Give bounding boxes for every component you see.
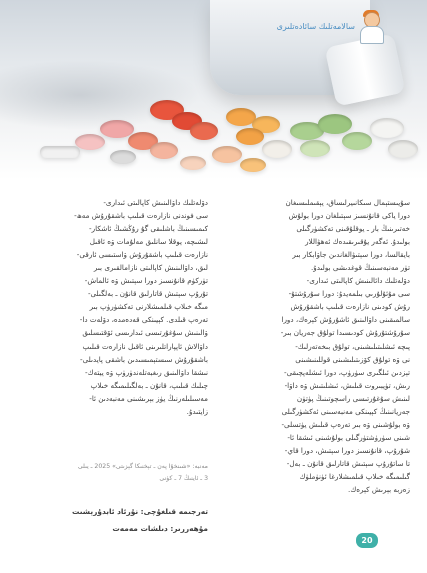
text-line: ۋالىنىش سۇغۇرتىسى ئىدارىسى ئۆقتىسلىق <box>82 328 208 338</box>
text-line: سۇرۇشتۇرۇش كودىسىدا تولۇق جەريان بىر- <box>280 328 410 338</box>
text-line: دۆلەتلىك داۋالىنىش كاپالىتى ئىدارى- <box>103 198 208 207</box>
text-line: تا ساتۇرۇپ سېتىش قاتارلىق قانۇن ـ بەل- <box>286 458 410 468</box>
pill-grey <box>110 150 136 164</box>
text-line: سى مۇئۇلۇرىي بىلمەيدۇ: دورا سۇرۇشتۇ- <box>288 289 410 299</box>
pill-orange <box>236 128 264 145</box>
text-line: خەتىرىنىڭ بار ـ يوقلۇقىنى تەكشۈرگىلى <box>296 224 410 234</box>
doctor-icon <box>360 12 382 42</box>
article-column-left <box>16 196 208 418</box>
text-line: زايتىدۇ. <box>186 406 208 416</box>
capsule-white <box>40 146 80 158</box>
pill-green <box>318 114 352 134</box>
text-line: تۈركۈم قانۇنسىز دورا سېتىش ۋە ئالماش- <box>84 276 208 286</box>
text-line: شۇرۇپ، قانۇنسىز دورا سېتىش، دورا قاي- <box>284 445 410 455</box>
text-line: پىچە ئىشلىتىلىشىنى، تولۇق بىخەتەرلىك- <box>295 341 410 351</box>
text-line: تەرەپ قىلدى. كېيىنكى قەدەمدە، دۆلەت دا- <box>79 315 208 325</box>
pill-white <box>370 118 404 138</box>
pill-white <box>262 140 292 158</box>
pill-peach <box>150 142 178 159</box>
text-line: تۇرۇپ سېتىش قاتارلىق قانۇن ـ بەلگىلى- <box>87 289 208 299</box>
text-line: لىق، داۋالىنىش كاپالىتى نازامالقىرى بىر <box>93 263 208 273</box>
text-line: كىمىسىنىڭ باشلىقى گۇ رۇڭشىڭ ئاشكار- <box>89 224 208 234</box>
bottle-cap-image <box>325 33 406 106</box>
source-line: مەنبە: «شىنخۇا پەن ـ تېخنىكا گېزىتى» 2025 ـ يىلى <box>77 463 208 470</box>
text-line: ۋە بولۇشىنى ۋە بىر تەرەپ قىلىش يۈتسلى- <box>281 419 410 429</box>
editor-credit: مۇھەررىر: دىلشات مەمەت <box>112 524 208 533</box>
source-citation <box>16 461 208 484</box>
pill-red <box>190 122 218 140</box>
text-line: گىلىمىگە خىلاپ قىلمىشلارغا ئۈنۈملۈك <box>299 471 410 481</box>
text-line: رۇش كودىنى نازارەت قىلىپ باشقۇرۇش <box>290 302 410 312</box>
pill-peach <box>212 146 242 163</box>
text-line: سۇيىستېمال سىكانىيرلىساق، يېقىملىسىغان <box>285 198 410 207</box>
translator-credit: تەرجىمە قىلغۇچى: نۇرئاد ئابدۇرېشىت <box>71 507 208 516</box>
text-line: سى فوندنى نازارەت قىلىپ باشقۇرۇش مەھ- <box>74 211 208 221</box>
text-line: لىشىچە، يوقلا سانلىق مەلۇمات ۋە ئاقىل <box>89 237 208 247</box>
text-line: نى ۋە تولۇق كۆزىتىلىشىنى قوللىنىشىنى <box>295 354 410 364</box>
text-line: دورا ياكى قانۇنسىز سېتىلغان دورا بولۇش <box>288 211 410 221</box>
text-line: نازارەت قىلىپ باشقۇرۇش ۋاستىسى ئارقى- <box>76 250 208 260</box>
pill-green <box>342 132 372 150</box>
text-line: رىش، تۈيبىروت قىلىش، ئىشلىتىش ۋە داۋا- <box>284 380 410 390</box>
text-line: دۆلەتلىك دائالىنىش كاپالىتى ئىدارى- <box>306 276 410 286</box>
source-line: 3 ـ ئاينىڭ 7 ـ كۈنى <box>159 474 208 482</box>
text-line: سالمىقىنى داۋالىنىق ئاشۇرۇش كېرەك، دورا <box>281 315 410 325</box>
section-title: سالامەتلىك سائادەتلىرى <box>276 22 355 31</box>
article-credits <box>16 503 208 537</box>
header-photo-pills <box>0 0 427 180</box>
text-line: نىشقا داۋالىنىق رىغبەتلەندۈرۈپ ۋە ييتەك- <box>85 367 208 377</box>
pill-orange <box>240 158 266 172</box>
article-column-right <box>218 196 410 496</box>
text-line: باشقۇرۇش سىستېمىسىدىن باشقى پايدىلى- <box>80 354 208 364</box>
text-line: مىگە خىلاپ قىلمىشلارنى تەكشۈرۈپ بىر <box>89 302 208 312</box>
text-line: بولىدۇ. ئەگەر يۇقىرىقىدەك ئەھۋاللار <box>305 237 410 247</box>
page-number-badge: 20 <box>356 533 378 548</box>
text-line: مەسىلىلەرنىڭ يۈز بېرىشىنى مەنبەدىن ئا- <box>89 393 208 403</box>
text-line: بايقالسا، دورا سېتىۋالغاندىن جاۋابكار بىر <box>292 250 410 260</box>
pill-pink <box>75 134 105 150</box>
text-line: داۋالاش ئاپپاراتلىرىنى ئاقىل نازارەت قىلىپ <box>82 341 208 351</box>
pill-lightgreen <box>300 140 330 157</box>
text-line: لىنىش سۇغۇرتىسى راسچوتىنىڭ پۈتۈن <box>296 393 410 403</box>
text-line: جەريانىنىڭ كېيىنكى مەنبەسىنى ئەكشۈرگىلى <box>281 406 410 416</box>
text-line: تېزدىن ئىلگىرى سۈرۈپ، دورا ئىشلەپچىقى- <box>284 367 410 377</box>
pill-white <box>388 140 418 158</box>
pill-peach <box>180 156 206 170</box>
text-line: تۈر مەنبەسىنىڭ قوغدىشى بولىدۇ. <box>310 263 410 273</box>
text-line: زەربە بېرىش كېرەك. <box>348 485 410 495</box>
text-line: شىنى سۈرۈشتۈرگىلى بولۇشىنى ئىشقا ئا- <box>287 432 410 442</box>
pill-pink <box>100 120 134 138</box>
text-line: چىلىك قىلىپ، قانۇن ـ بەلگىلىمىگە خىلاپ <box>90 380 208 390</box>
